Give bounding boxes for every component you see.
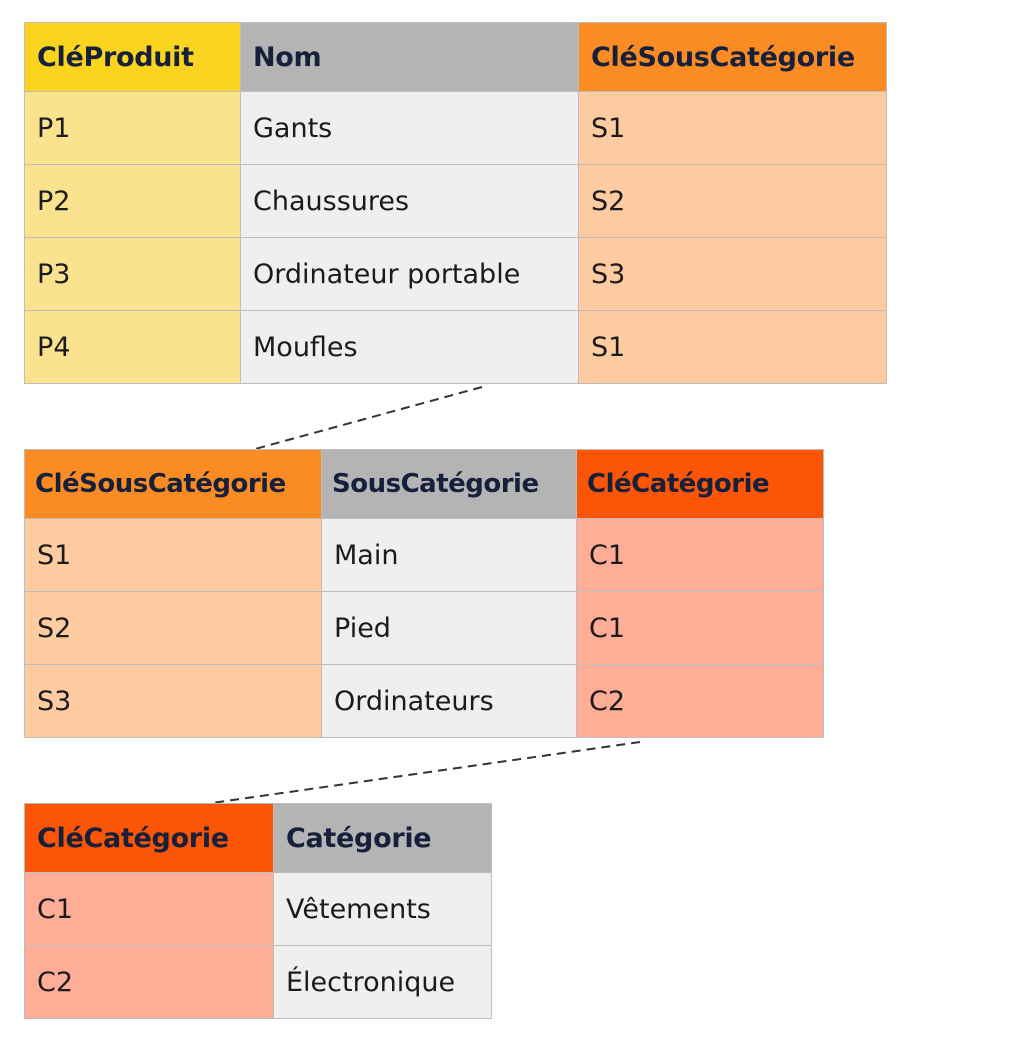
category-table (24, 803, 492, 1019)
table-cell: S3 (25, 665, 322, 738)
column-header-souscategorie: SousCatégorie (322, 450, 577, 519)
table-cell: S1 (579, 311, 887, 384)
table-cell: S1 (579, 92, 887, 165)
table-row (25, 592, 824, 665)
table-cell: Électronique (274, 946, 492, 1019)
table-cell: Moufles (241, 311, 579, 384)
table-cell: S3 (579, 238, 887, 311)
table-cell: P2 (25, 165, 241, 238)
column-header-categorie: Catégorie (274, 804, 492, 873)
table-cell: P3 (25, 238, 241, 311)
column-header-nom: Nom (241, 23, 579, 92)
product-to-subcategory-link (255, 387, 482, 449)
table-row (25, 165, 887, 238)
table-row (25, 873, 492, 946)
table-cell: C2 (577, 665, 824, 738)
table-cell: S1 (25, 519, 322, 592)
subcategory-table (24, 449, 824, 738)
column-header-clesouscategorie: CléSousCatégorie (25, 450, 322, 519)
table-cell: Ordinateurs (322, 665, 577, 738)
table-row (25, 665, 824, 738)
table-cell: Main (322, 519, 577, 592)
table-row (25, 92, 887, 165)
table-cell: S2 (25, 592, 322, 665)
table-cell: C1 (577, 519, 824, 592)
table-row (25, 946, 492, 1019)
subcategory-to-category-link (212, 742, 640, 803)
column-header-clecategorie: CléCatégorie (577, 450, 824, 519)
table-row (25, 238, 887, 311)
table-header-row (25, 804, 492, 873)
product-table (24, 22, 887, 384)
table-cell: Gants (241, 92, 579, 165)
table-cell: P1 (25, 92, 241, 165)
table-cell: C1 (25, 873, 274, 946)
column-header-cleproduit: CléProduit (25, 23, 241, 92)
table-cell: C1 (577, 592, 824, 665)
table-cell: Chaussures (241, 165, 579, 238)
column-header-clesouscategorie: CléSousCatégorie (579, 23, 887, 92)
table-cell: P4 (25, 311, 241, 384)
table-header-row (25, 450, 824, 519)
table-cell: Pied (322, 592, 577, 665)
column-header-clecategorie: CléCatégorie (25, 804, 274, 873)
table-cell: Ordinateur portable (241, 238, 579, 311)
table-cell: Vêtements (274, 873, 492, 946)
table-row (25, 311, 887, 384)
table-header-row (25, 23, 887, 92)
table-cell: C2 (25, 946, 274, 1019)
table-cell: S2 (579, 165, 887, 238)
table-row (25, 519, 824, 592)
